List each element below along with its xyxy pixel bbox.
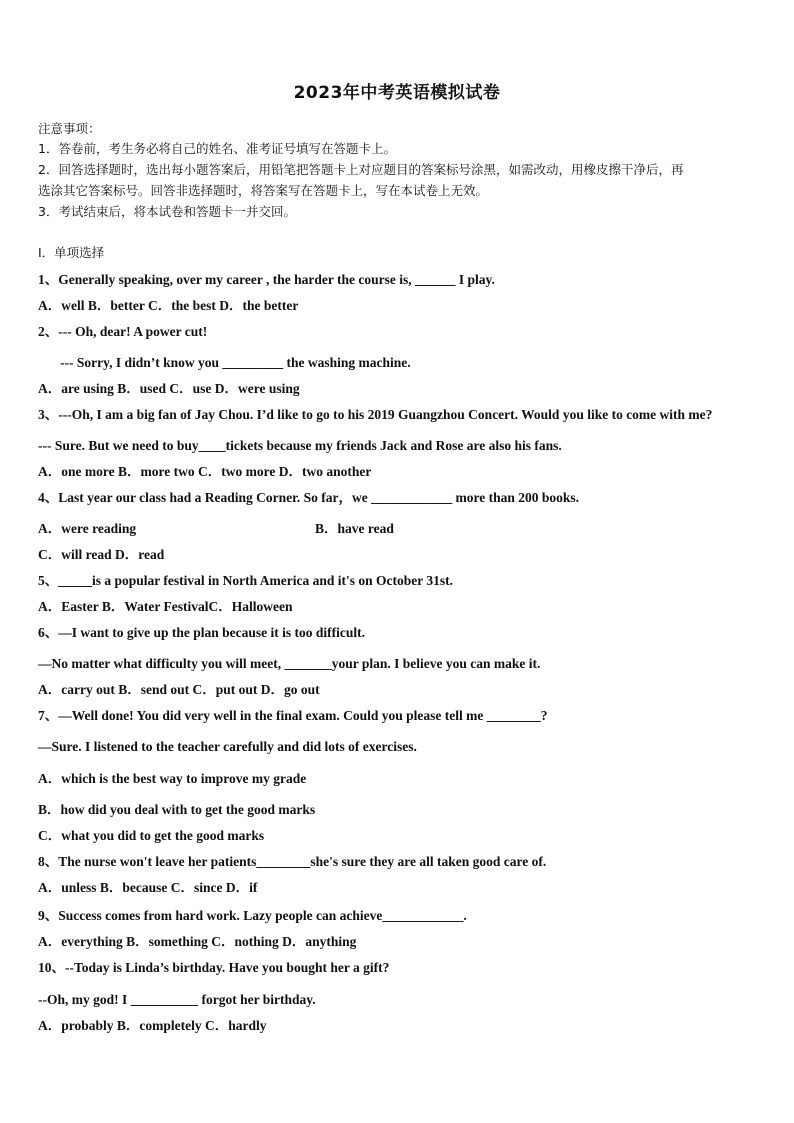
question-options: C．what you did to get the good marks	[38, 828, 265, 843]
notice-item: 2．回答选择题时，选出每小题答案后，用铅笔把答题卡上对应题目的答案标号涂黑，如需改动，用橡皮擦干净后，再	[38, 162, 684, 177]
question-stem: 6、—I want to give up the plan because it is too difficult.	[38, 625, 366, 640]
question-stem: 5、_____is a popular festival in North America and it's on October 31st.	[38, 573, 454, 588]
question-options: A．probably B．completely C．hardly	[38, 1018, 267, 1033]
question-options: A．are using B．used C．use D．were using	[38, 381, 300, 396]
question-options: A．unless B．because C．since D．if	[38, 880, 258, 895]
question-options: A．Easter B．Water FestivalC．Halloween	[38, 599, 293, 614]
question-stem: 8、The nurse won't leave her patients________she's sure they are all taken good care of.	[38, 854, 547, 869]
notice-item: 选涂其它答案标号。回答非选择题时，将答案写在答题卡上，写在本试卷上无效。	[38, 183, 489, 198]
question-stem-line2: --- Sure. But we need to buy____tickets because my friends Jack and Rose are also his fans.	[38, 438, 562, 453]
question-stem-line2: --- Sorry, I didn’t know you _________ the washing machine.	[60, 355, 411, 370]
question-stem-line2: --Oh, my god! I __________ forgot her birthday.	[38, 992, 316, 1007]
page-title: 2023年中考英语模拟试卷	[293, 83, 501, 103]
question-options: A．everything B．something C．nothing D．anything	[38, 934, 357, 949]
question-options: C．will read D．read	[38, 547, 165, 562]
question-stem: 1、Generally speaking, over my career , the harder the course is, ______ I play.	[38, 272, 495, 287]
question-stem: 10、--Today is Linda’s birthday. Have you bought her a gift?	[38, 960, 390, 975]
question-stem: 7、—Well done! You did very well in the final exam. Could you please tell me ________?	[38, 708, 548, 723]
question-stem: 2、--- Oh, dear! A power cut!	[38, 324, 208, 339]
question-options: A．carry out B．send out C．put out D．go out	[38, 682, 320, 697]
notice-heading: 注意事项：	[38, 121, 101, 136]
question-stem: 4、Last year our class had a Reading Corner. So far，we ____________ more than 200 books.	[38, 490, 580, 505]
question-options: A．one more B．more two C．two more D．two another	[38, 464, 372, 479]
question-stem-line2: —Sure. I listened to the teacher carefully and did lots of exercises.	[38, 739, 417, 754]
section-heading: Ⅰ．单项选择	[38, 245, 105, 260]
question-stem: 3、---Oh, I am a big fan of Jay Chou. I’d like to go to his 2019 Guangzhou Concert. Would you like to come with me?	[38, 407, 713, 422]
notice-item: 3．考试结束后，将本试卷和答题卡一并交回。	[38, 204, 296, 219]
question-stem: 9、Success comes from hard work. Lazy people can achieve____________.	[38, 908, 467, 923]
question-option-a: A．were reading	[38, 521, 137, 536]
question-option-b: B．how did you deal with to get the good marks	[38, 802, 316, 817]
question-option-a: A．which is the best way to improve my grade	[38, 771, 307, 786]
question-options: A．well B．better C．the best D．the better	[38, 298, 299, 313]
question-option-b: B．have read	[315, 521, 394, 536]
question-stem-line2: —No matter what difficulty you will meet, _______your plan. I believe you can make it.	[38, 656, 541, 671]
notice-item: 1．答卷前，考生务必将自己的姓名、准考证号填写在答题卡上。	[38, 141, 396, 156]
